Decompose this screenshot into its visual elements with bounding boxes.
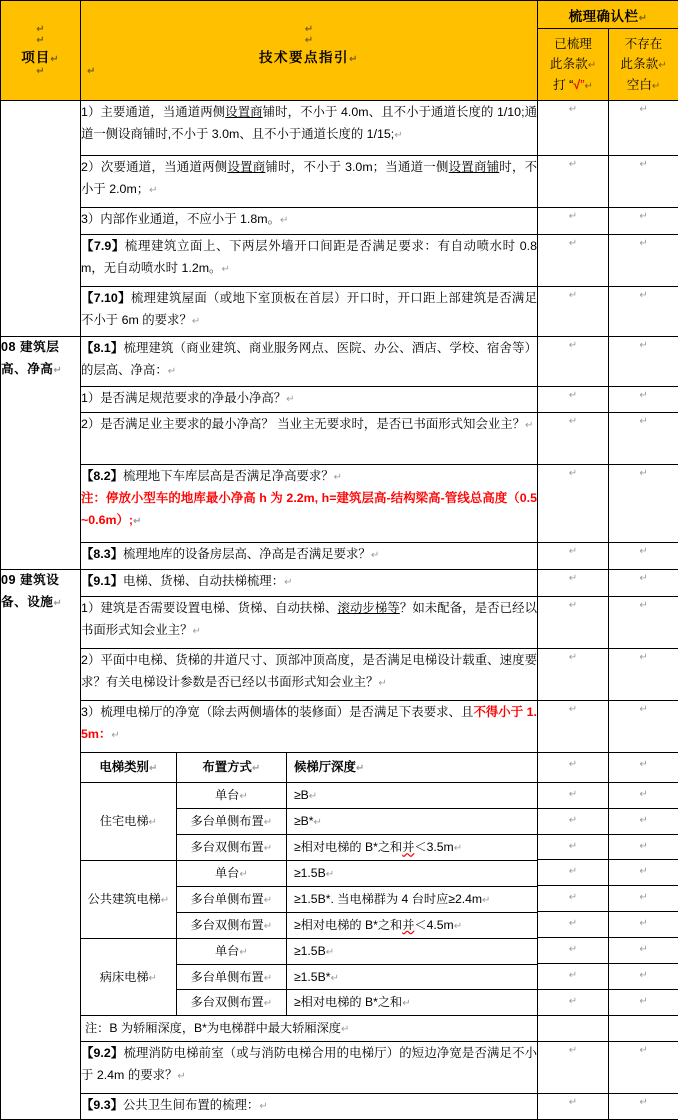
- elevator-note: 注：B 为轿厢深度，B*为电梯群中最大轿厢深度↵: [81, 1016, 537, 1041]
- elevator-row: [81, 860, 537, 886]
- guide-cell: 2）平面中电梯、货梯的井道尺寸、顶部冲顶高度，是否满足电梯设计载重、速度要求？有关电梯设计参数是否已经以书面形式知会业主？↵: [81, 649, 538, 701]
- elevator-depth-cell: ≥相对电梯的 B*之和并＜4.5m↵: [286, 912, 537, 938]
- elevator-category-cell: 住宅电梯↵: [81, 783, 176, 861]
- section-cell-continuation: [1, 101, 81, 337]
- guide-cell: 【7.10】梳理建筑屋面（或地下室顶板在首层）开口时，开口距上部建筑是否满足不小于 6m 的要求？↵: [81, 287, 538, 337]
- confirm-absent-cell[interactable]: ↵: [609, 543, 678, 570]
- elevator-table-row: [1, 753, 678, 1042]
- table-header-row: [1, 1, 678, 29]
- guide-cell: 2）是否满足业主要求的最小净高？ 当业主无要求时，是否已书面形式知会业主？↵: [81, 413, 538, 465]
- elevator-category-cell: 病床电梯↵: [81, 938, 176, 1016]
- elevator-depth-cell: ≥相对电梯的 B*之和并＜3.5m↵: [286, 835, 537, 861]
- guide-cell: 【9.1】电梯、货梯、自动扶梯梳理：↵: [81, 570, 538, 597]
- confirm-done-cell[interactable]: ↵: [538, 235, 609, 287]
- pilcrow-mark: ↵: [1, 35, 80, 46]
- elevator-layout-cell: 多台单侧布置↵: [176, 886, 286, 912]
- confirm-absent-cell[interactable]: ↵: [609, 387, 678, 413]
- guide-cell-8-2: [81, 465, 538, 543]
- table-row: [1, 413, 678, 465]
- confirm-done-cell[interactable]: ↵: [538, 912, 608, 938]
- confirm-absent-cell[interactable]: ↵: [609, 835, 678, 861]
- header-absent-line2: 此条款↵: [609, 54, 678, 74]
- elevator-layout-cell: 单台↵: [176, 938, 286, 964]
- elevator-table-host: [81, 753, 538, 1042]
- confirm-done-cell[interactable]: ↵: [538, 287, 609, 337]
- header-cell-project: [1, 1, 81, 101]
- confirm-absent-cell[interactable]: ↵: [609, 886, 678, 912]
- elevator-col-category: 电梯类别↵: [81, 753, 176, 783]
- confirm-absent-cell[interactable]: ↵: [609, 287, 678, 337]
- elevator-depth-cell: ≥1.5B↵: [286, 860, 537, 886]
- confirm-done-cell[interactable]: ↵: [538, 208, 609, 235]
- confirm-done-cell[interactable]: ↵: [538, 649, 609, 701]
- elevator-note-row: [81, 1016, 537, 1041]
- confirm-done-cell[interactable]: ↵: [538, 413, 609, 465]
- table-row: [1, 101, 678, 156]
- confirm-done-cell[interactable]: ↵: [538, 465, 609, 543]
- confirm-absent-cell[interactable]: ↵: [609, 783, 678, 809]
- table-row: [1, 465, 678, 543]
- elevator-layout-cell: 多台双侧布置↵: [176, 990, 286, 1016]
- confirm-absent-cell[interactable]: ↵: [609, 156, 678, 208]
- confirm-done-cell[interactable]: ↵: [538, 156, 609, 208]
- guide-cell: 1）是否满足规范要求的净最小净高？↵: [81, 387, 538, 413]
- pilcrow-mark: ↵: [1, 66, 80, 77]
- elevator-layout-cell: 多台单侧布置↵: [176, 809, 286, 835]
- header-label-guide: 技术要点指引↵: [81, 46, 537, 66]
- header-cell-absent: [609, 29, 678, 101]
- confirm-done-cell[interactable]: ↵: [538, 964, 608, 990]
- elevator-layout-cell: 单台↵: [176, 860, 286, 886]
- elevator-row: [81, 783, 537, 809]
- pilcrow-mark: ↵: [81, 35, 537, 46]
- elevator-col-depth: 候梯厅深度↵: [286, 753, 537, 783]
- confirm-absent-cell[interactable]: ↵: [609, 938, 678, 964]
- elevator-layout-cell: 单台↵: [176, 783, 286, 809]
- table-row: [1, 235, 678, 287]
- table-row: [1, 1042, 678, 1094]
- guide-cell: 2）次要通道，当通道两侧设置商铺时，不小于 3.0m；当通道一侧设置商铺时，不小于 2.0m；↵: [81, 156, 538, 208]
- guide-cell: 【9.3】公共卫生间布置的梳理：↵: [81, 1094, 538, 1120]
- confirm-absent-cell[interactable]: ↵: [609, 649, 678, 701]
- table-row: [1, 156, 678, 208]
- table-row: [1, 208, 678, 235]
- confirm-done-cell[interactable]: ↵: [538, 570, 609, 597]
- table-row: [1, 649, 678, 701]
- table-row: [1, 1094, 678, 1120]
- guide-note-red: 注：停放小型车的地库最小净高 h 为 2.2m, h=建筑层高-结构梁高-管线总高度（0.5~0.6m）;↵: [81, 487, 537, 531]
- header-cell-done: [538, 29, 609, 101]
- confirm-absent-cell[interactable]: ↵: [609, 101, 678, 156]
- header-done-line2: 此条款↵: [538, 54, 608, 74]
- section-cell-08: 08 建筑层高、净高↵: [1, 337, 81, 570]
- confirm-done-cell[interactable]: ↵: [538, 753, 608, 783]
- header-label-confirm-group: 梳理确认栏: [569, 9, 639, 24]
- guide-text: 【8.2】梳理地下车库层高是否满足净高要求？↵: [81, 465, 537, 487]
- guide-cell: 【8.3】梳理地库的设备房层高、净高是否满足要求？↵: [81, 543, 538, 570]
- confirm-done-cell[interactable]: ↵: [538, 543, 609, 570]
- confirm-absent-cell[interactable]: ↵: [609, 208, 678, 235]
- confirm-done-cell[interactable]: ↵: [538, 990, 608, 1016]
- header-label-project: 项目↵: [1, 46, 80, 66]
- confirm-done-cell[interactable]: ↵: [538, 860, 608, 886]
- confirm-absent-cell[interactable]: ↵: [609, 912, 678, 938]
- confirm-done-cell[interactable]: ↵: [538, 809, 608, 835]
- confirm-done-cell[interactable]: ↵: [538, 886, 608, 912]
- elevator-depth-cell: ≥1.5B↵: [286, 938, 537, 964]
- confirm-absent-cell[interactable]: ↵: [609, 990, 678, 1016]
- guide-cell: 1）建筑是否需要设置电梯、货梯、自动扶梯、滚动步梯等？如未配备，是否已经以书面形式知会业主？↵: [81, 597, 538, 649]
- header-absent-line3: 空白↵: [609, 75, 678, 95]
- confirm-absent-cell: [609, 1016, 678, 1041]
- confirm-done-stack: [538, 753, 609, 1042]
- section-cell-09: 09 建筑设备、设施↵: [1, 570, 81, 1120]
- elevator-category-cell: 公共建筑电梯↵: [81, 860, 176, 938]
- elevator-layout-cell: 多台双侧布置↵: [176, 912, 286, 938]
- elevator-depth-cell: ≥相对电梯的 B*之和↵: [286, 990, 537, 1016]
- elevator-depth-cell: ≥B↵: [286, 783, 537, 809]
- elevator-layout-cell: 多台单侧布置↵: [176, 964, 286, 990]
- confirm-done-cell[interactable]: ↵: [538, 938, 608, 964]
- confirm-done-cell[interactable]: ↵: [538, 1094, 609, 1120]
- table-row: [1, 701, 678, 753]
- confirm-absent-cell[interactable]: ↵: [609, 1042, 678, 1094]
- elevator-depth-cell: ≥1.5B*. 当电梯群为 4 台时应≥2.4m↵: [286, 886, 537, 912]
- table-row: [1, 543, 678, 570]
- confirm-done-cell[interactable]: ↵: [538, 783, 608, 809]
- confirm-absent-cell[interactable]: ↵: [609, 860, 678, 886]
- elevator-depth-cell: ≥1.5B*↵: [286, 964, 537, 990]
- confirm-absent-cell[interactable]: ↵: [609, 465, 678, 543]
- confirm-absent-cell[interactable]: ↵: [609, 964, 678, 990]
- header-cell-confirm-group: 梳理确认栏↵: [538, 1, 678, 29]
- elevator-header-row: [81, 753, 537, 783]
- elevator-row: [81, 938, 537, 964]
- guide-cell: 【7.9】梳理建筑立面上、下两层外墙开口间距是否满足要求：有自动喷水时 0.8m，无自动喷水时 1.2m。↵: [81, 235, 538, 287]
- confirm-absent-cell[interactable]: ↵: [609, 413, 678, 465]
- confirm-done-cell[interactable]: ↵: [538, 387, 609, 413]
- table-row: [1, 570, 678, 597]
- confirm-absent-cell[interactable]: ↵: [609, 753, 678, 783]
- elevator-col-layout: 布置方式↵: [176, 753, 286, 783]
- confirm-done-cell[interactable]: ↵: [538, 1042, 609, 1094]
- table-row: [1, 337, 678, 387]
- confirm-done-cell[interactable]: ↵: [538, 597, 609, 649]
- guide-cell: 3）内部作业通道，不应小于 1.8m。↵: [81, 208, 538, 235]
- guide-cell: 【9.2】梳理消防电梯前室（或与消防电梯合用的电梯厅）的短边净宽是否满足不小于 2.4m 的要求？↵: [81, 1042, 538, 1094]
- confirm-absent-cell[interactable]: ↵: [609, 235, 678, 287]
- pilcrow-mark: ↵: [81, 24, 537, 35]
- confirm-done-cell[interactable]: ↵: [538, 835, 608, 861]
- confirm-done-cell: [538, 1016, 608, 1041]
- confirm-done-cell[interactable]: ↵: [538, 701, 609, 753]
- header-cell-guide: [81, 1, 538, 101]
- confirm-done-cell[interactable]: ↵: [538, 101, 609, 156]
- elevator-depth-cell: ≥B*↵: [286, 809, 537, 835]
- header-done-line1: 已梳理: [538, 34, 608, 54]
- header-absent-line1: 不存在: [609, 34, 678, 54]
- header-done-line3: 打 “√”↵: [538, 75, 608, 95]
- confirm-absent-cell[interactable]: ↵: [609, 809, 678, 835]
- pilcrow-mark: ↵: [81, 66, 537, 77]
- confirm-absent-cell[interactable]: ↵: [609, 701, 678, 753]
- confirm-absent-cell[interactable]: ↵: [609, 1094, 678, 1120]
- confirm-absent-stack: [609, 753, 678, 1042]
- confirm-done-cell[interactable]: ↵: [538, 337, 609, 387]
- elevator-layout-cell: 多台双侧布置↵: [176, 835, 286, 861]
- check-mark-icon: √: [573, 78, 580, 92]
- confirm-absent-cell[interactable]: ↵: [609, 597, 678, 649]
- confirm-absent-cell[interactable]: ↵: [609, 570, 678, 597]
- confirm-absent-cell[interactable]: ↵: [609, 337, 678, 387]
- table-row: [1, 287, 678, 337]
- table-row: [1, 387, 678, 413]
- guide-cell: 【8.1】梳理建筑（商业建筑、商业服务网点、医院、办公、酒店、学校、宿舍等）的层高、净高：↵: [81, 337, 538, 387]
- table-row: [1, 597, 678, 649]
- guide-cell: 1）主要通道，当通道两侧设置商铺时，不小于 4.0m、且不小于通道长度的 1/10;通道一侧设商铺时,不小于 3.0m、且不小于通道长度的 1/15;↵: [81, 101, 538, 156]
- guide-cell: 3）梳理电梯厅的净宽（除去两侧墙体的装修面）是否满足下表要求、且不得小于 1.5m：↵: [81, 701, 538, 753]
- pilcrow-mark: ↵: [1, 24, 80, 35]
- elevator-depth-table: [81, 753, 537, 1041]
